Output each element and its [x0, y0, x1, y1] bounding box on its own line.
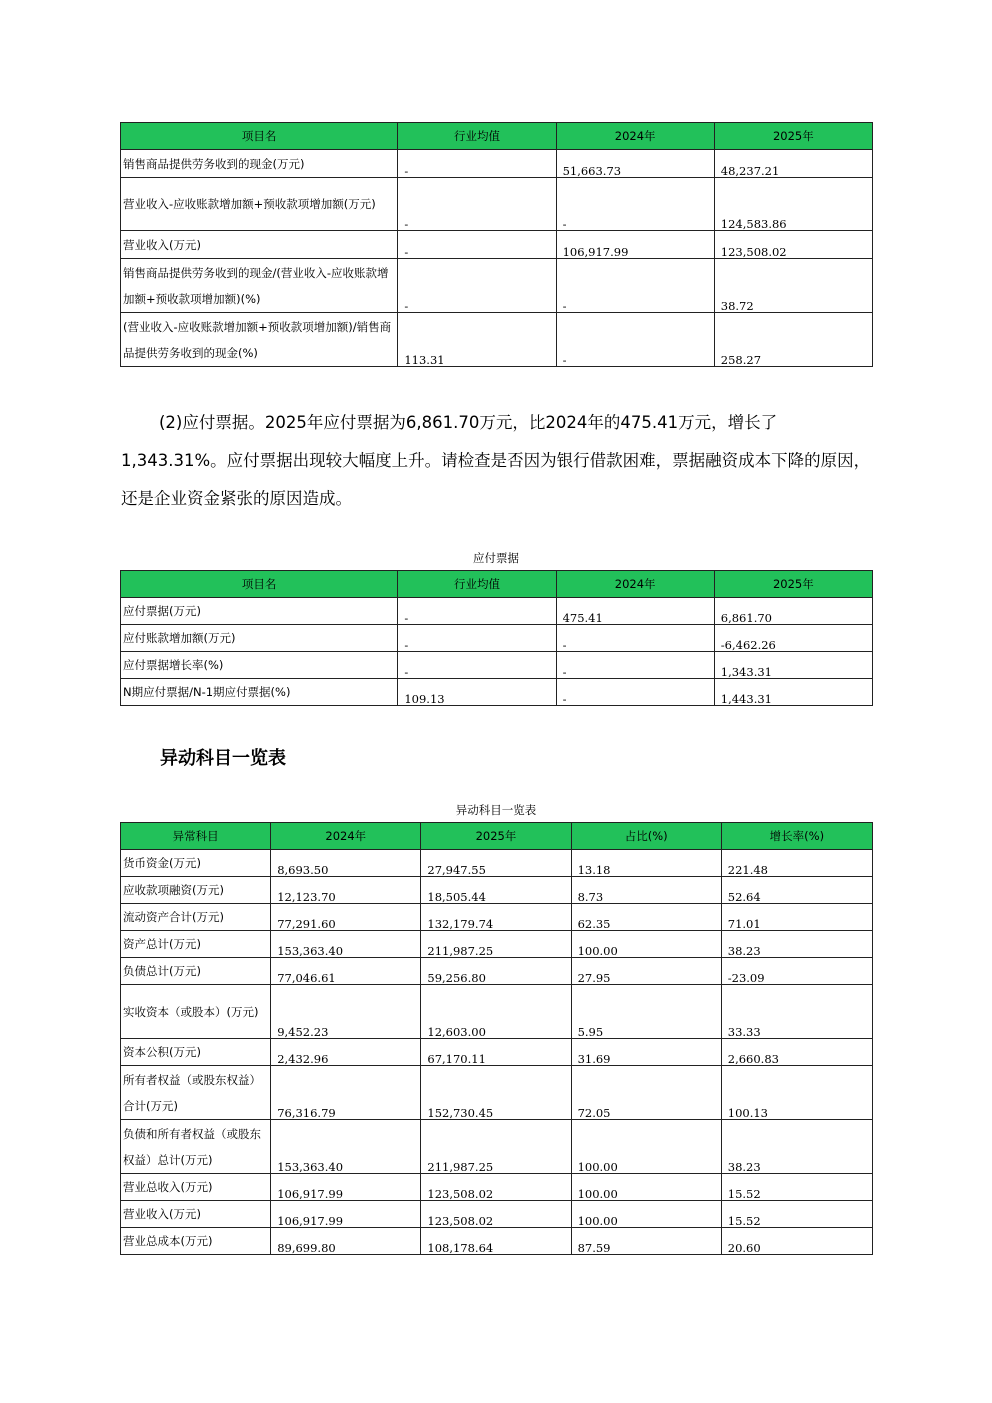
year-2024-cell: 106,917.99: [271, 1174, 421, 1201]
year-2024-cell: -: [556, 178, 714, 231]
column-header: 项目名: [121, 123, 398, 150]
industry-average-cell: -: [398, 231, 556, 259]
table-row: [121, 598, 873, 625]
table-row: [121, 231, 873, 259]
industry-average-cell: 113.31: [398, 313, 556, 367]
growth-rate-cell: 221.48: [721, 850, 872, 877]
column-header: 行业均值: [398, 123, 556, 150]
table-header-row: [121, 823, 873, 850]
growth-rate-cell: 2,660.83: [721, 1039, 872, 1066]
notes-payable-table: [120, 570, 873, 706]
table-row: [121, 904, 873, 931]
table-row: [121, 178, 873, 231]
share-cell: 27.95: [571, 958, 721, 985]
year-2024-cell: 77,046.61: [271, 958, 421, 985]
share-cell: 100.00: [571, 1120, 721, 1174]
year-2024-cell: 153,363.40: [271, 1120, 421, 1174]
year-2025-cell: 211,987.25: [421, 1120, 571, 1174]
share-cell: 8.73: [571, 877, 721, 904]
year-2024-cell: 153,363.40: [271, 931, 421, 958]
row-label: 所有者权益（或股东权益）合计(万元): [121, 1066, 271, 1120]
growth-rate-cell: 15.52: [721, 1174, 872, 1201]
table-header-row: [121, 571, 873, 598]
share-cell: 72.05: [571, 1066, 721, 1120]
row-label: 营业总成本(万元): [121, 1228, 271, 1255]
column-header: 2025年: [421, 823, 571, 850]
table-row: [121, 625, 873, 652]
table-header-row: [121, 123, 873, 150]
table-row: [121, 259, 873, 313]
industry-average-cell: -: [398, 150, 556, 178]
column-header: 占比(%): [571, 823, 721, 850]
abnormal-items-table: [120, 822, 873, 1255]
year-2024-cell: 475.41: [556, 598, 714, 625]
column-header: 行业均值: [398, 571, 556, 598]
industry-average-cell: -: [398, 625, 556, 652]
table-row: [121, 1228, 873, 1255]
year-2025-cell: 27,947.55: [421, 850, 571, 877]
paragraph-text: (2)应付票据。2025年应付票据为6,861.70万元，比2024年的475.41万元，增长了1,343.31%。应付票据出现较大幅度上升。请检查是否因为银行借款困难，票据融资成本下降的原因，还是企业资金紧张的原因造成。: [121, 413, 871, 508]
share-cell: 5.95: [571, 985, 721, 1039]
table-row: [121, 1174, 873, 1201]
growth-rate-cell: 33.33: [721, 985, 872, 1039]
row-label: 应收款项融资(万元): [121, 877, 271, 904]
table-row: [121, 985, 873, 1039]
growth-rate-cell: 71.01: [721, 904, 872, 931]
share-cell: 31.69: [571, 1039, 721, 1066]
growth-rate-cell: 38.23: [721, 931, 872, 958]
table-row: [121, 1201, 873, 1228]
year-2025-cell: 38.72: [714, 259, 872, 313]
table-row: [121, 1120, 873, 1174]
year-2025-cell: 108,178.64: [421, 1228, 571, 1255]
year-2024-cell: -: [556, 259, 714, 313]
year-2024-cell: -: [556, 625, 714, 652]
year-2025-cell: 59,256.80: [421, 958, 571, 985]
growth-rate-cell: 38.23: [721, 1120, 872, 1174]
year-2024-cell: 76,316.79: [271, 1066, 421, 1120]
growth-rate-cell: -23.09: [721, 958, 872, 985]
share-cell: 13.18: [571, 850, 721, 877]
growth-rate-cell: 100.13: [721, 1066, 872, 1120]
row-label: 货币资金(万元): [121, 850, 271, 877]
table-row: [121, 150, 873, 178]
share-cell: 100.00: [571, 1201, 721, 1228]
year-2024-cell: 2,432.96: [271, 1039, 421, 1066]
column-header: 2025年: [714, 123, 872, 150]
column-header: 2024年: [556, 571, 714, 598]
year-2025-cell: 67,170.11: [421, 1039, 571, 1066]
year-2024-cell: 9,452.23: [271, 985, 421, 1039]
column-header: 异常科目: [121, 823, 271, 850]
industry-average-cell: -: [398, 259, 556, 313]
column-header: 2024年: [271, 823, 421, 850]
year-2025-cell: 48,237.21: [714, 150, 872, 178]
share-cell: 100.00: [571, 1174, 721, 1201]
column-header: 增长率(%): [721, 823, 872, 850]
year-2025-cell: 258.27: [714, 313, 872, 367]
row-label: 营业收入(万元): [121, 1201, 271, 1228]
row-label: 负债和所有者权益（或股东权益）总计(万元): [121, 1120, 271, 1174]
year-2025-cell: 124,583.86: [714, 178, 872, 231]
table-row: [121, 877, 873, 904]
industry-average-cell: 109.13: [398, 679, 556, 706]
growth-rate-cell: 20.60: [721, 1228, 872, 1255]
table-row: [121, 1039, 873, 1066]
row-label: 资产总计(万元): [121, 931, 271, 958]
year-2025-cell: 211,987.25: [421, 931, 571, 958]
row-label: 销售商品提供劳务收到的现金/(营业收入-应收账款增加额+预收款项增加额)(%): [121, 259, 398, 313]
year-2025-cell: -6,462.26: [714, 625, 872, 652]
table-caption: 应付票据: [473, 551, 519, 565]
year-2024-cell: 12,123.70: [271, 877, 421, 904]
year-2024-cell: 89,699.80: [271, 1228, 421, 1255]
section-heading: 异动科目一览表: [160, 748, 286, 769]
row-label: 资本公积(万元): [121, 1039, 271, 1066]
notes-payable-paragraph: [121, 404, 881, 518]
column-header: 项目名: [121, 571, 398, 598]
share-cell: 100.00: [571, 931, 721, 958]
year-2024-cell: 8,693.50: [271, 850, 421, 877]
growth-rate-cell: 15.52: [721, 1201, 872, 1228]
year-2025-cell: 18,505.44: [421, 877, 571, 904]
row-label: 流动资产合计(万元): [121, 904, 271, 931]
growth-rate-cell: 52.64: [721, 877, 872, 904]
table-row: [121, 931, 873, 958]
year-2025-cell: 1,443.31: [714, 679, 872, 706]
column-header: 2025年: [714, 571, 872, 598]
year-2025-cell: 132,179.74: [421, 904, 571, 931]
row-label: 营业收入(万元): [121, 231, 398, 259]
row-label: 营业总收入(万元): [121, 1174, 271, 1201]
table-row: [121, 679, 873, 706]
year-2024-cell: -: [556, 679, 714, 706]
year-2024-cell: 77,291.60: [271, 904, 421, 931]
row-label: 实收资本（或股本）(万元): [121, 985, 271, 1039]
year-2025-cell: 6,861.70: [714, 598, 872, 625]
row-label: 应付账款增加额(万元): [121, 625, 398, 652]
year-2024-cell: 106,917.99: [556, 231, 714, 259]
row-label: 销售商品提供劳务收到的现金(万元): [121, 150, 398, 178]
cash-flow-table: [120, 122, 873, 367]
year-2025-cell: 123,508.02: [714, 231, 872, 259]
table-row: [121, 313, 873, 367]
industry-average-cell: -: [398, 652, 556, 679]
industry-average-cell: -: [398, 178, 556, 231]
row-label: 应付票据增长率(%): [121, 652, 398, 679]
share-cell: 62.35: [571, 904, 721, 931]
year-2025-cell: 123,508.02: [421, 1201, 571, 1228]
table-caption: 异动科目一览表: [455, 803, 537, 817]
table-row: [121, 652, 873, 679]
year-2024-cell: 106,917.99: [271, 1201, 421, 1228]
year-2025-cell: 1,343.31: [714, 652, 872, 679]
row-label: (营业收入-应收账款增加额+预收款项增加额)/销售商品提供劳务收到的现金(%): [121, 313, 398, 367]
table-row: [121, 1066, 873, 1120]
table-row: [121, 958, 873, 985]
column-header: 2024年: [556, 123, 714, 150]
year-2024-cell: -: [556, 652, 714, 679]
row-label: 应付票据(万元): [121, 598, 398, 625]
row-label: 负债总计(万元): [121, 958, 271, 985]
year-2025-cell: 152,730.45: [421, 1066, 571, 1120]
year-2024-cell: -: [556, 313, 714, 367]
row-label: 营业收入-应收账款增加额+预收款项增加额(万元): [121, 178, 398, 231]
row-label: N期应付票据/N-1期应付票据(%): [121, 679, 398, 706]
industry-average-cell: -: [398, 598, 556, 625]
table-row: [121, 850, 873, 877]
year-2025-cell: 12,603.00: [421, 985, 571, 1039]
year-2025-cell: 123,508.02: [421, 1174, 571, 1201]
year-2024-cell: 51,663.73: [556, 150, 714, 178]
share-cell: 87.59: [571, 1228, 721, 1255]
